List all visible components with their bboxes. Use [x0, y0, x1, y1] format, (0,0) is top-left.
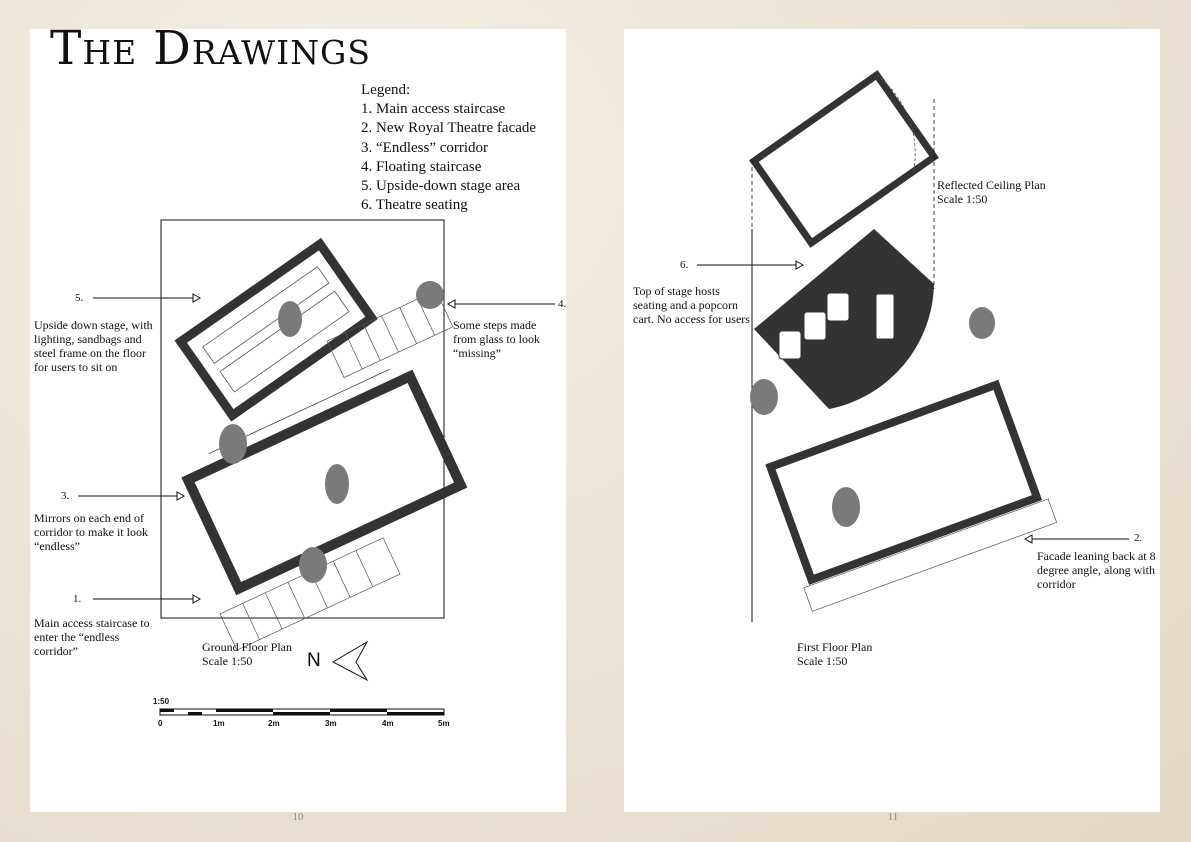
legend-item: 1. Main access staircase: [361, 101, 506, 118]
scale-tick: 2m: [268, 719, 280, 728]
plan-scale: Scale 1:50: [202, 654, 253, 668]
callout-1-number: 1.: [73, 593, 82, 605]
callout-2-text: Facade leaning back at 8 degree angle, along with corridor: [1037, 549, 1156, 591]
scale-tick: 4m: [382, 719, 394, 728]
page-number: 11: [887, 811, 899, 823]
callout-6-number: 6.: [680, 259, 689, 271]
ceiling-caption: Reflected Ceiling Plan: [937, 178, 1046, 192]
legend-item: 2. New Royal Theatre facade: [361, 120, 537, 137]
page-title: The Drawings: [50, 21, 371, 76]
callout-3-text: Mirrors on each end of corridor to make it look “endless”: [34, 511, 148, 553]
legend-heading: Legend:: [361, 82, 411, 98]
left-page: [30, 21, 567, 823]
callout-1-text: Main access staircase to enter the “endless corridor”: [34, 616, 150, 658]
callout-3-number: 3.: [61, 490, 70, 502]
legend-item: 4. Floating staircase: [361, 158, 482, 175]
ceiling-scale: Scale 1:50: [937, 192, 988, 206]
plan-caption: Ground Floor Plan: [202, 640, 292, 654]
callout-5-text: Upside down stage, with lighting, sandbags and steel frame on the floor for users to sit on: [34, 318, 153, 374]
north-arrow-icon: [333, 642, 367, 680]
legend-item: 6. Theatre seating: [361, 197, 468, 214]
callout-4-text: Some steps made from glass to look “missing”: [453, 318, 540, 360]
scale-tick: 3m: [325, 719, 337, 728]
scale-bar-label: 1:50: [153, 697, 170, 706]
scale-tick: 0: [158, 719, 163, 728]
scale-tick: 5m: [438, 719, 450, 728]
legend-item: 3. “Endless” corridor: [361, 139, 489, 156]
plan-caption: First Floor Plan: [797, 640, 873, 654]
ground-floor-plan-drawing: [30, 29, 566, 812]
first-floor-plan-drawing: [624, 29, 1160, 812]
page-number: 10: [292, 811, 304, 823]
callout-4-number: 4.: [558, 298, 567, 310]
legend-item: 5. Upside-down stage area: [361, 178, 521, 195]
right-page: [624, 29, 1160, 823]
scale-tick: 1m: [213, 719, 225, 728]
scale-bar-graphic: [160, 709, 444, 715]
north-label: N: [307, 650, 321, 671]
callout-2-number: 2.: [1134, 532, 1143, 544]
plan-scale: Scale 1:50: [797, 654, 848, 668]
callout-5-number: 5.: [75, 292, 84, 304]
callout-6-text: Top of stage hosts seating and a popcorn cart. No access for users: [633, 284, 750, 326]
